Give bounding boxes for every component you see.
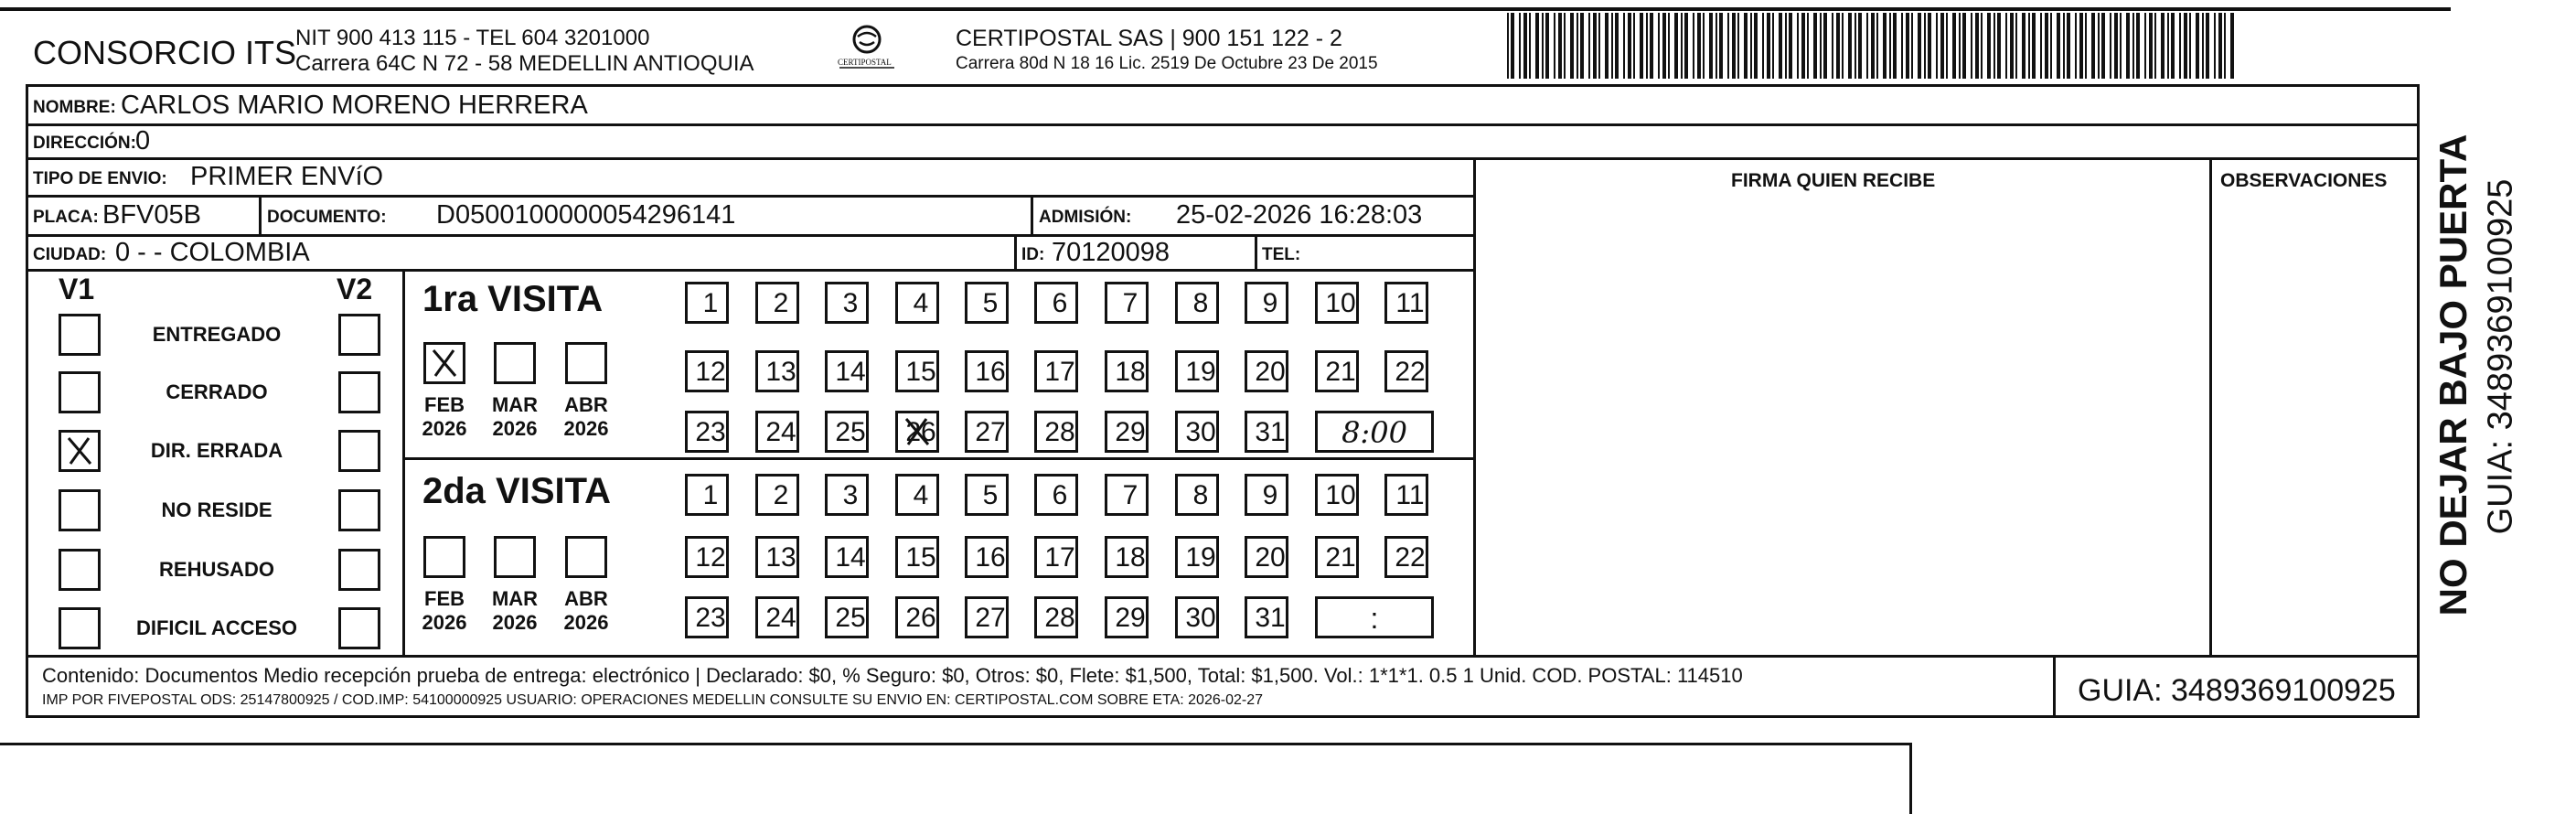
- day-box[interactable]: 30: [1175, 411, 1219, 453]
- carrier-address: Carrera 80d N 18 16 Lic. 2519 De Octubre 23 De 2015: [956, 54, 1378, 73]
- day-box[interactable]: 23: [685, 596, 729, 638]
- day-box[interactable]: 19: [1175, 350, 1219, 392]
- day-box[interactable]: 17: [1034, 350, 1078, 392]
- day-box[interactable]: 11: [1384, 282, 1428, 324]
- day-box[interactable]: 28: [1034, 596, 1078, 638]
- imp-text: IMP POR FIVEPOSTAL ODS: 25147800925 / COD.IMP: 54100000925 USUARIO: OPERACIONES MEDELLIN CONSULTE SU ENVIO EN: CERTIPOSTAL.COM SOBRE ETA: 2026-02-27: [42, 692, 1263, 708]
- tipo-envio-label: TIPO DE ENVIO:: [33, 169, 167, 188]
- day-box[interactable]: 18: [1105, 536, 1149, 578]
- day-box[interactable]: 5: [965, 474, 1009, 516]
- ciudad-label: CIUDAD:: [33, 245, 107, 264]
- observations-area[interactable]: [2212, 198, 2417, 655]
- day-box[interactable]: 26: [895, 596, 939, 638]
- first-visit-title: 1ra VISITA: [422, 279, 604, 319]
- direccion-value: 0: [135, 126, 151, 155]
- v2-checkbox[interactable]: [338, 607, 380, 649]
- day-box[interactable]: 10: [1315, 474, 1359, 516]
- v1-label: V1: [59, 273, 95, 305]
- second-visit-title: 2da VISITA: [422, 471, 611, 511]
- time-box[interactable]: 8:00: [1315, 411, 1434, 453]
- v1-checkbox[interactable]: [59, 371, 101, 413]
- month-checkbox[interactable]: [565, 342, 607, 384]
- placa-value: BFV05B: [102, 200, 201, 230]
- form-left-border: [26, 84, 28, 715]
- company-address: Carrera 64C N 72 - 58 MEDELLIN ANTIOQUIA: [295, 51, 754, 76]
- day-box[interactable]: 14: [825, 350, 869, 392]
- day-box[interactable]: 16: [965, 536, 1009, 578]
- month-label: MAR 2026: [491, 587, 539, 634]
- admision-value: 25-02-2026 16:28:03: [1176, 200, 1423, 230]
- tel-label: TEL:: [1262, 245, 1301, 264]
- day-box[interactable]: 31: [1245, 411, 1288, 453]
- documento-value: D0500100000054296141: [436, 200, 736, 230]
- reason-label: NO RESIDE: [161, 498, 273, 521]
- v1-checkbox[interactable]: [59, 314, 101, 356]
- v2-checkbox[interactable]: [338, 371, 380, 413]
- nombre-value: CARLOS MARIO MORENO HERRERA: [121, 91, 588, 120]
- day-box[interactable]: 20: [1245, 536, 1288, 578]
- day-box[interactable]: 2: [755, 282, 799, 324]
- v1-checkbox[interactable]: [59, 607, 101, 649]
- month-checkbox[interactable]: [494, 342, 536, 384]
- tipo-envio-value: PRIMER ENVíO: [190, 162, 384, 191]
- day-box[interactable]: 16: [965, 350, 1009, 392]
- admision-label: ADMISIÓN:: [1039, 208, 1132, 227]
- day-box[interactable]: 20: [1245, 350, 1288, 392]
- day-box[interactable]: 28: [1034, 411, 1078, 453]
- placa-label: PLACA:: [33, 208, 99, 227]
- day-box[interactable]: 15: [895, 350, 939, 392]
- day-box[interactable]: 2: [755, 474, 799, 516]
- month-checkbox[interactable]: [423, 536, 465, 578]
- v2-checkbox[interactable]: [338, 430, 380, 472]
- day-box[interactable]: 22: [1384, 350, 1428, 392]
- day-box[interactable]: 11: [1384, 474, 1428, 516]
- signature-area[interactable]: [1476, 198, 2209, 655]
- day-box[interactable]: 10: [1315, 282, 1359, 324]
- day-box[interactable]: 18: [1105, 350, 1149, 392]
- day-box[interactable]: 6: [1034, 474, 1078, 516]
- day-box[interactable]: 14: [825, 536, 869, 578]
- day-box[interactable]: 22: [1384, 536, 1428, 578]
- day-box[interactable]: 27: [965, 411, 1009, 453]
- v2-checkbox[interactable]: [338, 314, 380, 356]
- v2-checkbox[interactable]: [338, 489, 380, 531]
- id-value: 70120098: [1052, 238, 1170, 267]
- day-box[interactable]: 4: [895, 474, 939, 516]
- v1-checkbox[interactable]: [59, 549, 101, 591]
- day-box[interactable]: 1: [685, 282, 729, 324]
- day-box[interactable]: 13: [755, 350, 799, 392]
- reason-label: REHUSADO: [159, 558, 274, 581]
- reason-label: CERRADO: [166, 380, 268, 403]
- day-box[interactable]: 9: [1245, 282, 1288, 324]
- nombre-label: NOMBRE:: [33, 98, 116, 117]
- day-box[interactable]: 17: [1034, 536, 1078, 578]
- firma-quien-recibe-label: FIRMA QUIEN RECIBE: [1731, 170, 1936, 191]
- day-box[interactable]: 21: [1315, 536, 1359, 578]
- month-checkbox[interactable]: [565, 536, 607, 578]
- day-box[interactable]: 8: [1175, 282, 1219, 324]
- day-box[interactable]: 25: [825, 411, 869, 453]
- day-box[interactable]: 13: [755, 536, 799, 578]
- company-nit: NIT 900 413 115 - TEL 604 3201000: [295, 26, 650, 50]
- day-box[interactable]: 12: [685, 536, 729, 578]
- contenido-text: Contenido: Documentos Medio recepción prueba de entrega: electrónico | Declarado: $0, % Seguro: $0, Otros: $0, Flete: $1,500, Total: $1,500. Vol.: 1*1*1. 0.5 1 Unid. COD. POSTAL: 114510: [42, 664, 1743, 687]
- reason-label: DIFICIL ACCESO: [135, 616, 297, 639]
- day-box[interactable]: 19: [1175, 536, 1219, 578]
- day-box[interactable]: 24: [755, 411, 799, 453]
- barcode: [1507, 13, 2239, 79]
- day-box[interactable]: 6: [1034, 282, 1078, 324]
- day-box[interactable]: 23: [685, 411, 729, 453]
- day-box[interactable]: 9: [1245, 474, 1288, 516]
- v1-checkbox[interactable]: [59, 430, 101, 472]
- month-label: FEB 2026: [422, 587, 467, 634]
- company-name: CONSORCIO ITS: [33, 34, 297, 71]
- footer-guia: GUIA: 3489369100925: [2078, 673, 2396, 708]
- certipostal-logo-icon: [830, 24, 903, 77]
- day-box[interactable]: 5: [965, 282, 1009, 324]
- day-box[interactable]: 7: [1105, 474, 1149, 516]
- logo-text: CERTIPOSTAL: [838, 58, 892, 67]
- ciudad-value: 0 - - COLOMBIA: [115, 238, 310, 267]
- month-label: FEB 2026: [422, 393, 467, 440]
- carrier-info: CERTIPOSTAL SAS | 900 151 122 - 2: [956, 26, 1342, 51]
- observaciones-label: OBSERVACIONES: [2220, 170, 2388, 191]
- side-warning: NO DEJAR BAJO PUERTA: [2432, 134, 2474, 616]
- month-label: ABR 2026: [563, 587, 609, 634]
- day-box[interactable]: 30: [1175, 596, 1219, 638]
- day-box[interactable]: 24: [755, 596, 799, 638]
- month-label: MAR 2026: [491, 393, 539, 440]
- day-box[interactable]: 31: [1245, 596, 1288, 638]
- side-guia: GUIA: 3489369100925: [2481, 178, 2520, 535]
- day-box[interactable]: 4: [895, 282, 939, 324]
- day-box[interactable]: 12: [685, 350, 729, 392]
- top-border: [0, 7, 2451, 11]
- day-box[interactable]: 3: [825, 282, 869, 324]
- v1-checkbox[interactable]: [59, 489, 101, 531]
- month-checkbox[interactable]: [423, 342, 465, 384]
- day-box[interactable]: 25: [825, 596, 869, 638]
- reason-label: DIR. ERRADA: [150, 439, 283, 462]
- day-box[interactable]: 15: [895, 536, 939, 578]
- time-box[interactable]: :: [1315, 596, 1434, 638]
- month-checkbox[interactable]: [494, 536, 536, 578]
- reason-label: ENTREGADO: [152, 323, 282, 346]
- month-label: ABR 2026: [563, 393, 609, 440]
- v2-label: V2: [337, 273, 373, 305]
- v2-checkbox[interactable]: [338, 549, 380, 591]
- day-box[interactable]: 3: [825, 474, 869, 516]
- documento-label: DOCUMENTO:: [267, 208, 387, 227]
- day-box[interactable]: 1: [685, 474, 729, 516]
- day-box[interactable]: 26: [895, 411, 939, 453]
- day-box[interactable]: 21: [1315, 350, 1359, 392]
- day-box[interactable]: 29: [1105, 596, 1149, 638]
- direccion-label: DIRECCIÓN:: [33, 134, 136, 153]
- day-box[interactable]: 8: [1175, 474, 1219, 516]
- id-label: ID:: [1021, 245, 1045, 264]
- day-box[interactable]: 7: [1105, 282, 1149, 324]
- day-box[interactable]: 29: [1105, 411, 1149, 453]
- day-box[interactable]: 27: [965, 596, 1009, 638]
- form-right-border: [2417, 84, 2420, 715]
